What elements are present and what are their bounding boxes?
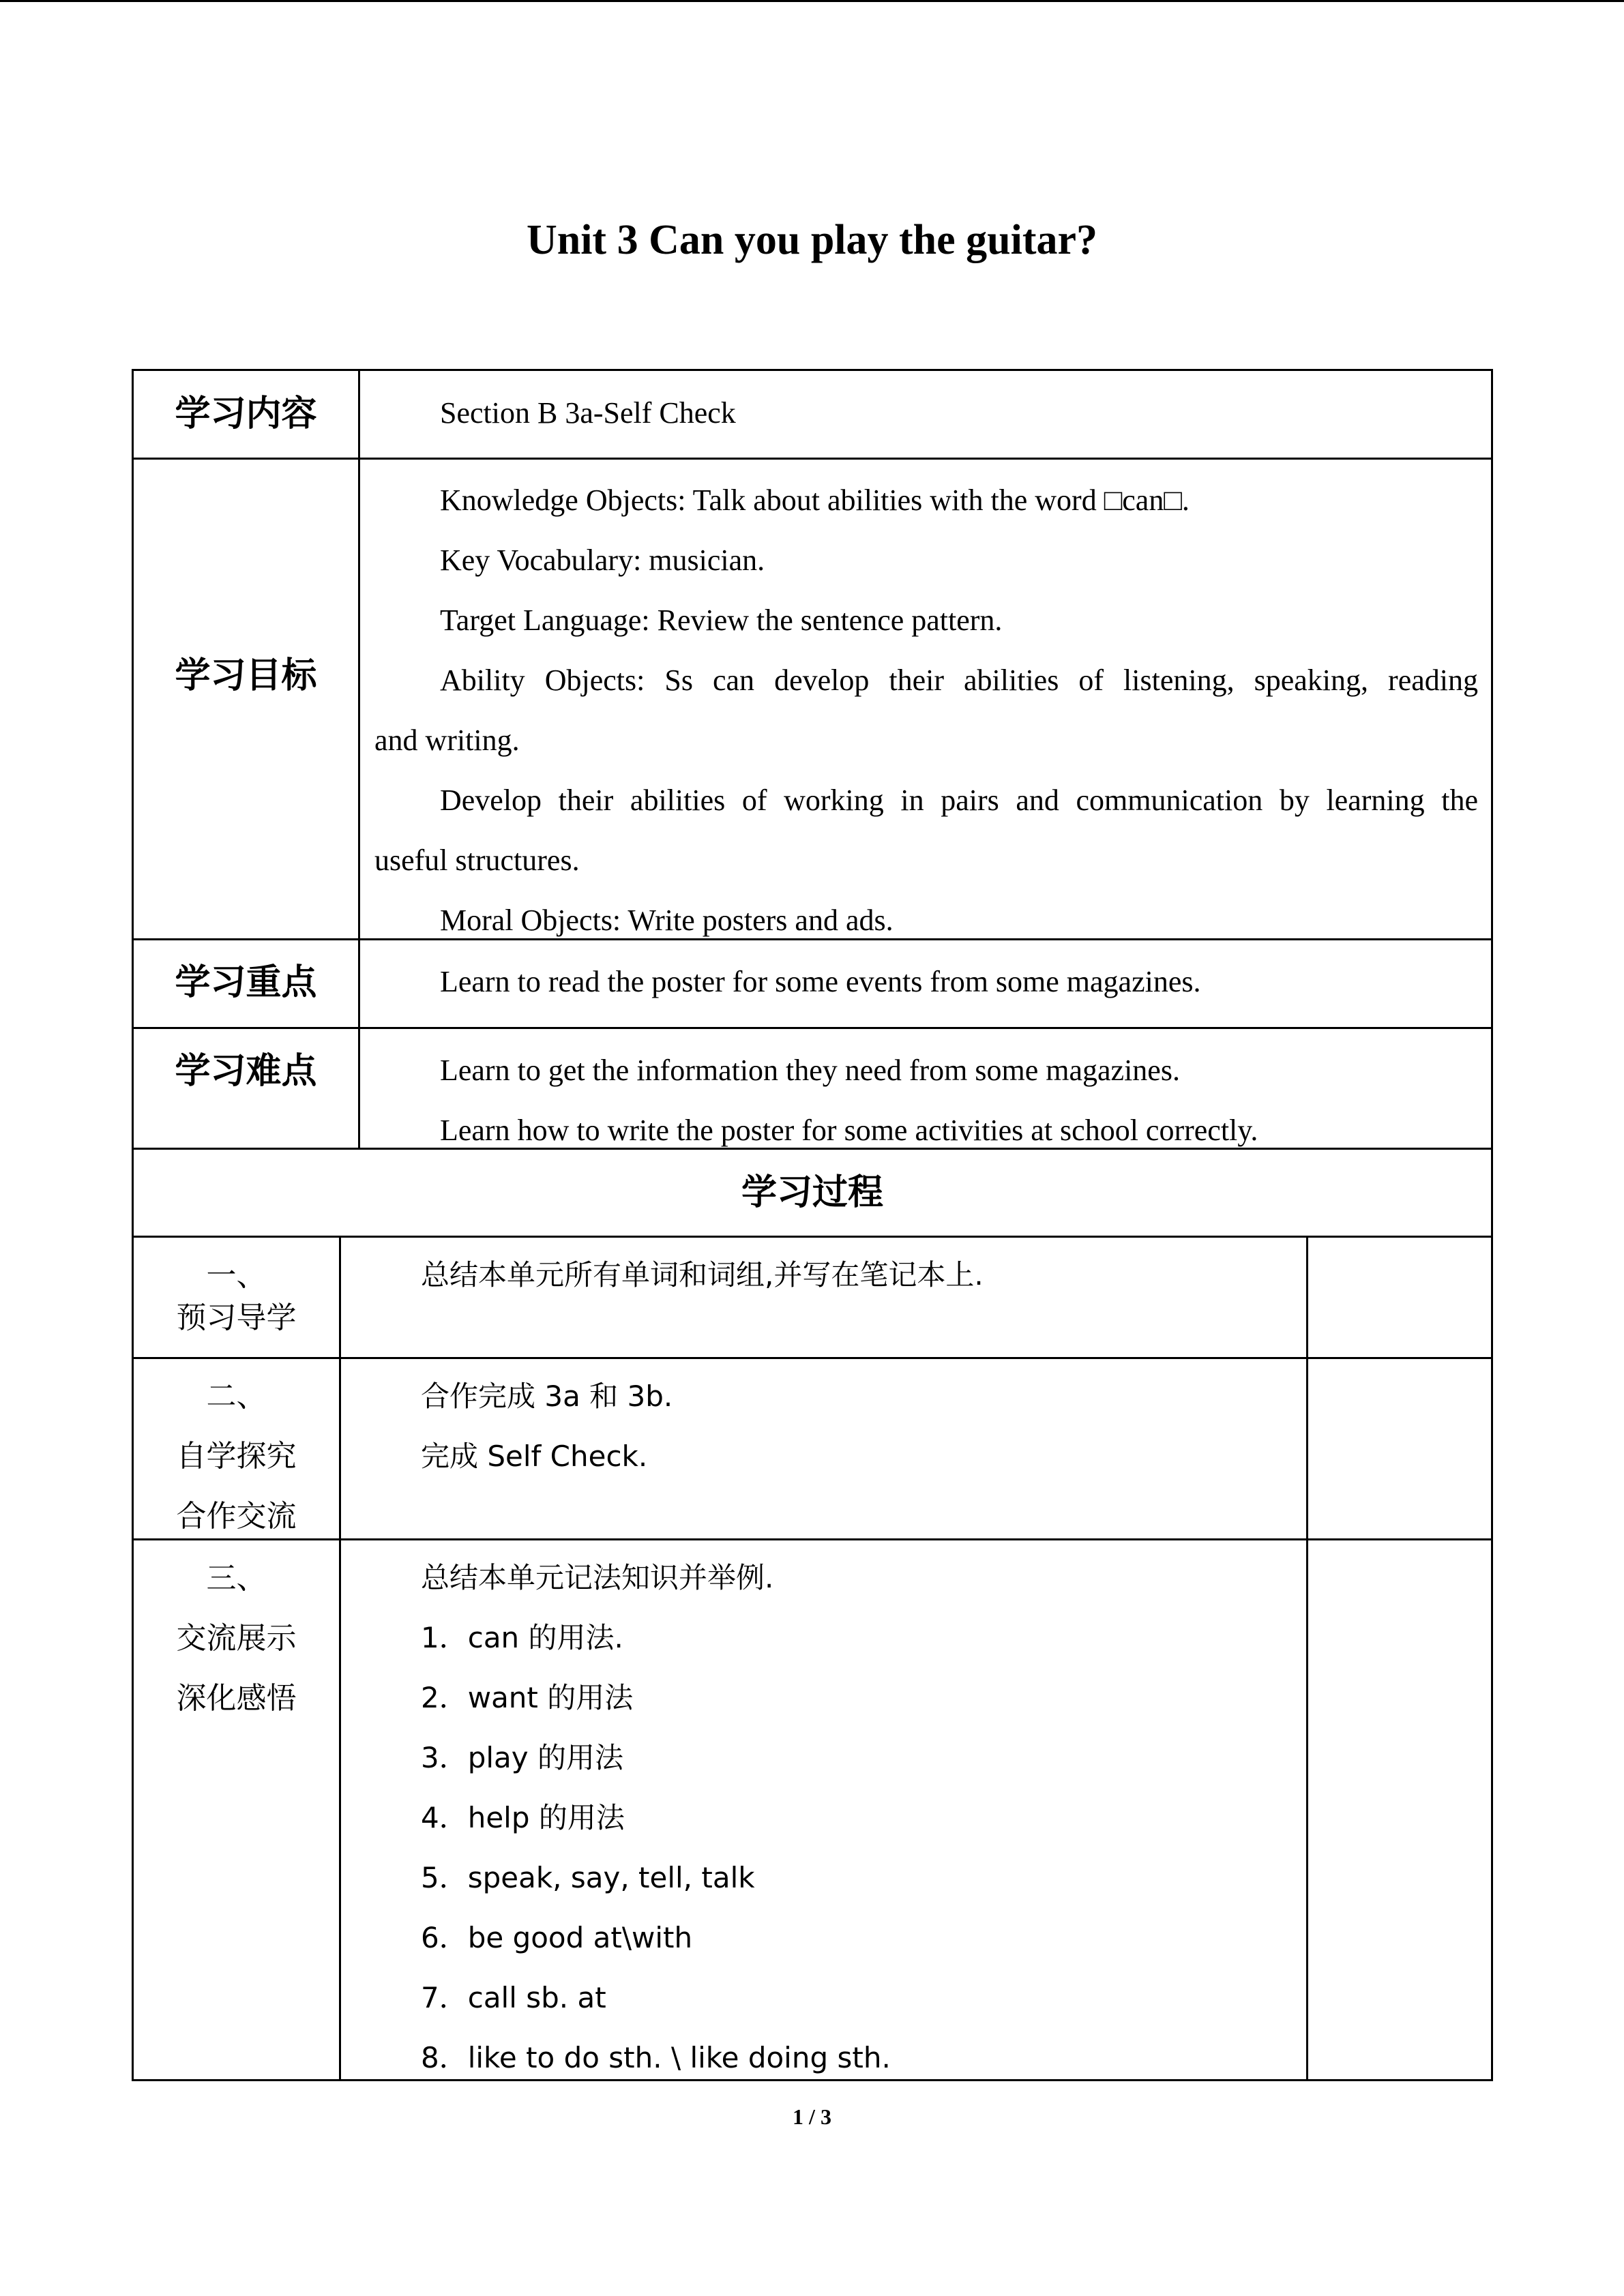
step-3-item: 4．help 的用法 [421, 1801, 625, 1834]
step-3-item: 2．want 的用法 [421, 1681, 634, 1714]
step-2-name-2: 合作交流 [176, 1499, 297, 1534]
process-header: 学习过程 [741, 1172, 883, 1213]
content-label: 学习内容 [175, 393, 317, 434]
step-3-item: 1．can 的用法. [421, 1621, 623, 1654]
step-3-item: 3．play 的用法 [421, 1741, 623, 1774]
objectives-line-8: Moral Objects: Write posters and ads. [440, 904, 894, 937]
step-3-item: 7．call sb. at [421, 1981, 606, 2014]
step-3-label [134, 1549, 339, 1729]
objectives-line-6: Develop their abilities of working in pairs and communication by learning the [440, 784, 1478, 817]
step-3-name-2: 深化感悟 [176, 1681, 297, 1716]
step-3-number: 三、 [206, 1561, 267, 1596]
objectives-line-3: Target Language: Review the sentence pattern. [440, 603, 1003, 637]
content-text: Section B 3a-Self Check [440, 396, 736, 430]
page-number: 1 / 3 [793, 2104, 831, 2129]
step-3-intro: 总结本单元记法知识并举例. [421, 1561, 774, 1594]
step-1-name: 预习导学 [176, 1300, 297, 1335]
step-2-line-2: 完成 Self Check. [421, 1440, 648, 1473]
objectives-line-4: Ability Objects: Ss can develop their abilities of listening, speaking, reading [440, 664, 1478, 697]
step-3-item: 5．speak, say, tell, talk [421, 1861, 755, 1894]
page-title: Unit 3 Can you play the guitar? [526, 217, 1098, 263]
objectives-label: 学习目标 [175, 655, 317, 696]
top-border-line [0, 0, 1624, 2]
objectives-line-2: Key Vocabulary: musician. [440, 543, 765, 577]
key-points-text: Learn to read the poster for some events from some magazines. [440, 965, 1201, 998]
step-1-number: 一、 [206, 1258, 267, 1293]
step-2-line-1: 合作完成 3a 和 3b. [421, 1380, 673, 1413]
step-1-text: 总结本单元所有单词和词组,并写在笔记本上. [421, 1258, 984, 1292]
step-1-label [134, 1246, 339, 1348]
difficulties-line-2: Learn how to write the poster for some activities at school correctly. [440, 1114, 1258, 1147]
difficulties-label: 学习难点 [175, 1051, 317, 1092]
step-3-name-1: 交流展示 [176, 1621, 297, 1656]
step-2-label [134, 1367, 339, 1547]
step-3-item: 8．like to do sth. \ like doing sth. [421, 2041, 891, 2074]
objectives-line-1: Knowledge Objects: Talk about abilities with the word □can□. [440, 483, 1190, 517]
step-2-number: 二、 [206, 1379, 267, 1414]
key-points-label: 学习重点 [175, 962, 317, 1003]
objectives-line-5: and writing. [374, 724, 520, 757]
difficulties-line-1: Learn to get the information they need from some magazines. [440, 1054, 1180, 1087]
step-2-name-1: 自学探究 [176, 1439, 297, 1474]
step-3-item: 6．be good at\with [421, 1921, 693, 1954]
objectives-line-7: useful structures. [374, 844, 580, 877]
